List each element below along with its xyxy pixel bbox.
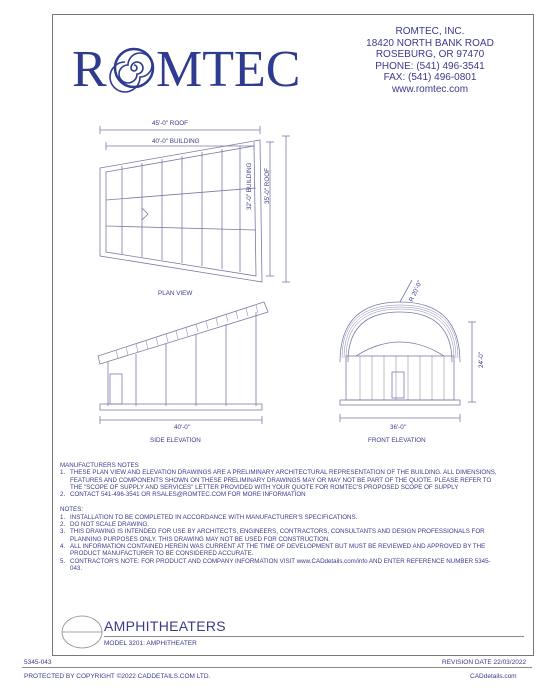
side-elevation-label: SIDE ELEVATION (150, 437, 201, 444)
notes-section (60, 462, 500, 572)
manufacturer-notes-heading: MANUFACTURERS NOTES (60, 462, 139, 469)
reference-number: 5345-043 (24, 659, 52, 666)
company-fax: FAX: (541) 496-0801 (383, 72, 477, 83)
company-name: ROMTEC, INC. (395, 26, 465, 37)
plan-dim-roof-depth: 35'-0" ROOF (264, 168, 271, 204)
manufacturer-note: 2. CONTACT 541-496-3541 OR RSALES@ROMTEC.COM FOR MORE INFORMATION (60, 491, 306, 499)
drawing-title: AMPHITHEATERS (104, 618, 226, 634)
plan-dim-roof-width: 45'-0" ROOF (152, 120, 188, 127)
side-dim-width: 40'-0" (174, 424, 191, 431)
title-divider (104, 636, 524, 637)
spiral-logo-icon (110, 49, 153, 92)
general-note: 1. INSTALLATION TO BE COMPLETED IN ACCORDANCE WITH MANUFACTURER'S SPECIFICATIONS. (60, 513, 358, 521)
revision-date: REVISION DATE 22/03/2022 (442, 659, 527, 666)
title-circle-icon (60, 614, 104, 650)
general-note: 2. DO NOT SCALE DRAWING. (60, 521, 150, 529)
front-elevation-drawing (326, 272, 486, 430)
company-phone: PHONE: (541) 496-3541 (375, 60, 485, 72)
footer-divider (22, 667, 532, 668)
title-block (60, 612, 526, 652)
general-note: 5. CONTRACTOR'S NOTE: FOR PRODUCT AND COMPANY INFORMATION VISIT www.CADdetails.com/info AND ENTER REFERENCE NUMBER 5345-043. (60, 557, 491, 572)
caddetails-brand[interactable]: CADdetails.com (470, 673, 517, 680)
copyright-notice: PROTECTED BY COPYRIGHT ©2022 CADDETAILS.COM LTD. (24, 673, 211, 680)
company-address1: 18420 NORTH BANK ROAD (366, 37, 494, 49)
svg-text:MTEC: MTEC (156, 41, 301, 96)
general-note: 4. ALL INFORMATION CONTAINED HEREIN WAS CURRENT AT THE TIME OF DEVELOPMENT BUT MUST BE REVIEWED AND APPROVED BY THE PRODUCT MANUFACTURER TO BE CONSIDERED ACCURATE. (60, 542, 486, 558)
plan-dim-building-depth: 32'-0" BUILDING (246, 162, 253, 210)
plan-view-label: PLAN VIEW (158, 290, 193, 297)
front-dim-width: 36'-0" (390, 424, 407, 431)
front-elevation-label: FRONT ELEVATION (368, 437, 426, 444)
manufacturer-note: 1. THESE PLAN VIEW AND ELEVATION DRAWINGS ARE A PRELIMINARY ARCHITECTURAL REPRESENTATION OF THE BUILDING. ALL DIMENSIONS, FEATURES AND COMPONENTS SHOWN ON THESE PRELIMINARY DRAWINGS MAY OR MAY NOT BE PART OF THE QUOTE. PLEASE REFER TO THE "SCOPE OF SUPPLY AND SERVICES" LETTER PROVIDED WITH YOUR QUOTE FOR ROMTEC'S PROPOSED SCOPE OF SUPPLY (60, 469, 497, 491)
romtec-logo (72, 36, 302, 96)
front-dim-height: 24'-0" (478, 351, 485, 368)
plan-dim-building-width: 40'-0" BUILDING (152, 138, 200, 145)
company-website[interactable]: www.romtec.com (391, 83, 469, 95)
svg-text:R: R (72, 41, 107, 96)
plan-view-drawing (90, 118, 310, 290)
company-info (350, 26, 510, 95)
company-address2: ROSEBURG, OR 97470 (375, 49, 485, 60)
side-elevation-drawing (96, 294, 278, 430)
front-dim-radius: R 20'-0" (408, 279, 424, 303)
general-notes-heading: NOTES: (60, 506, 84, 514)
general-note: 3. THIS DRAWING IS INTENDED FOR USE BY ARCHITECTS, ENGINEERS, CONTRACTORS, CONSULTANTS AND DESIGN PROFESSIONALS FOR PLANNING PURPOSES ONLY. THIS DRAWING MAY NOT BE USED FOR CONSTRUCTION. (60, 528, 485, 543)
drawing-subtitle: MODEL 3201: AMPHITHEATER (104, 640, 197, 647)
